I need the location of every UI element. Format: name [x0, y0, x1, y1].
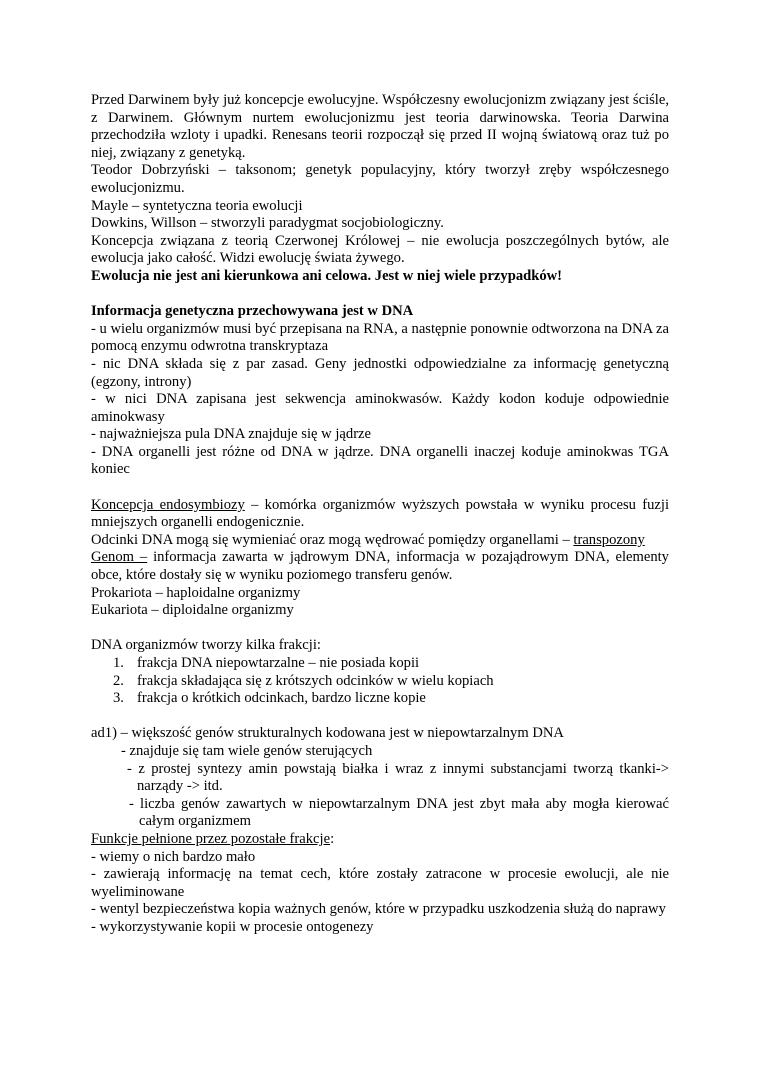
dna-item: - DNA organelli jest różne od DNA w jądrze. DNA organelli inaczej koduje aminokwas TGA koniec: [91, 443, 669, 478]
list-number: 3.: [113, 690, 124, 707]
list-item: [91, 673, 669, 691]
red-queen-paragraph: Koncepcja związana z teorią Czerwonej Królowej – nie ewolucja poszczególnych bytów, ale ewolucja jako całość. Widzi ewolucję świata żywego.: [91, 232, 669, 267]
fractions-intro: DNA organizmów tworzy kilka frakcji:: [91, 637, 321, 654]
list-item: [91, 655, 669, 673]
endosymbiosis-text: – komórka organizmów wyższych powstała w wyniku procesu fuzji mniejszych organelli endogenicznie.: [91, 496, 669, 531]
functions-heading: [91, 831, 669, 849]
mayle-line: Mayle – syntetyczna teoria ewolucji: [91, 197, 303, 214]
dowkins-line: Dowkins, Willson – stworzyli paradygmat socjobiologiczny.: [91, 215, 444, 232]
ad1-subitem: - znajduje się tam wiele genów sterujących: [121, 742, 373, 759]
list-text: frakcja o krótkich odcinkach, bardzo liczne kopie: [137, 690, 426, 707]
functions-item: - wykorzystywanie kopii w procesie ontogenezy: [91, 918, 374, 935]
transposons-text: Odcinki DNA mogą się wymieniać oraz mogą wędrować pomiędzy organellami –: [91, 531, 574, 548]
fractions-list: [91, 655, 669, 708]
list-text: frakcja składająca się z krótszych odcinków w wielu kopiach: [137, 672, 494, 689]
dna-item: - u wielu organizmów musi być przepisana na RNA, a następnie ponownie odtworzona na DNA za pomocą enzymu odwrotna transkryptaza: [91, 320, 669, 355]
document-page: [91, 92, 669, 937]
prokaryota-line: Prokariota – haploidalne organizmy: [91, 584, 301, 601]
transposons-paragraph: [91, 532, 669, 550]
genome-paragraph: [91, 549, 669, 584]
functions-item: - zawierają informację na temat cech, które zostały zatracone w procesie ewolucji, ale nie wyeliminowane: [91, 866, 669, 900]
list-text: frakcja DNA niepowtarzalne – nie posiada kopii: [137, 655, 420, 671]
dna-item: - w nici DNA zapisana jest sekwencja aminokwasów. Każdy kodon koduje odpowiednie aminokwasy: [91, 391, 669, 425]
dna-item: - najważniejsza pula DNA znajduje się w jądrze: [91, 426, 372, 443]
ad1-subitem: - z prostej syntezy amin powstają białka i wraz z innymi substancjami tworzą tkanki-> narządy -> itd.: [127, 760, 669, 795]
list-number: 1.: [113, 655, 124, 671]
dna-heading: Informacja genetyczna przechowywana jest w DNA: [91, 303, 414, 320]
dna-item: - nic DNA składa się z par zasad. Geny jednostki odpowiedzialne za informację genetyczną (egzony, introny): [91, 355, 669, 390]
intro-paragraph: Przed Darwinem były już koncepcje ewolucyjne. Współczesny ewolucjonizm związany jest ściśle, z Darwinem. Głównym nurtem ewolucjonizmu jest teoria darwinowska. Teoria Darwina przechodziła wzloty i upadki. Renesans teorii rozpoczął się przed II wojną światową oraz tuż po niej, związany z genetyką.: [91, 92, 669, 161]
dobrzynski-paragraph: Teodor Dobrzyński – taksonom; genetyk populacyjny, który tworzył zręby współczesnego ewolucjonizmu.: [91, 162, 669, 196]
endosymbiosis-paragraph: [91, 497, 669, 532]
ad1-line: ad1) – większość genów strukturalnych kodowana jest w niepowtarzalnym DNA: [91, 725, 564, 742]
evolution-statement: Ewolucja nie jest ani kierunkowa ani celowa. Jest w niej wiele przypadków!: [91, 267, 563, 284]
list-item: [91, 690, 669, 708]
eukaryota-line: Eukariota – diploidalne organizmy: [91, 602, 294, 619]
functions-heading-text: Funkcje pełnione przez pozostałe frakcje: [91, 830, 331, 847]
functions-heading-colon: :: [330, 830, 335, 847]
ad1-subitem: - liczba genów zawartych w niepowtarzalnym DNA jest zbyt mała aby mogła kierować całym organizmem: [129, 795, 669, 830]
list-number: 2.: [113, 672, 124, 689]
transposons-term: transpozony: [573, 531, 645, 548]
functions-item: - wiemy o nich bardzo mało: [91, 848, 256, 865]
endosymbiosis-term: Koncepcja endosymbiozy: [91, 496, 245, 513]
genome-text: informacja zawarta w jądrowym DNA, informacja w pozajądrowym DNA, elementy obce, które dostały się w wyniku poziomego transferu genów.: [91, 549, 669, 584]
genome-term: Genom –: [91, 549, 148, 566]
functions-item: - wentyl bezpieczeństwa kopia ważnych genów, które w przypadku uszkodzenia służą do naprawy: [91, 901, 666, 918]
